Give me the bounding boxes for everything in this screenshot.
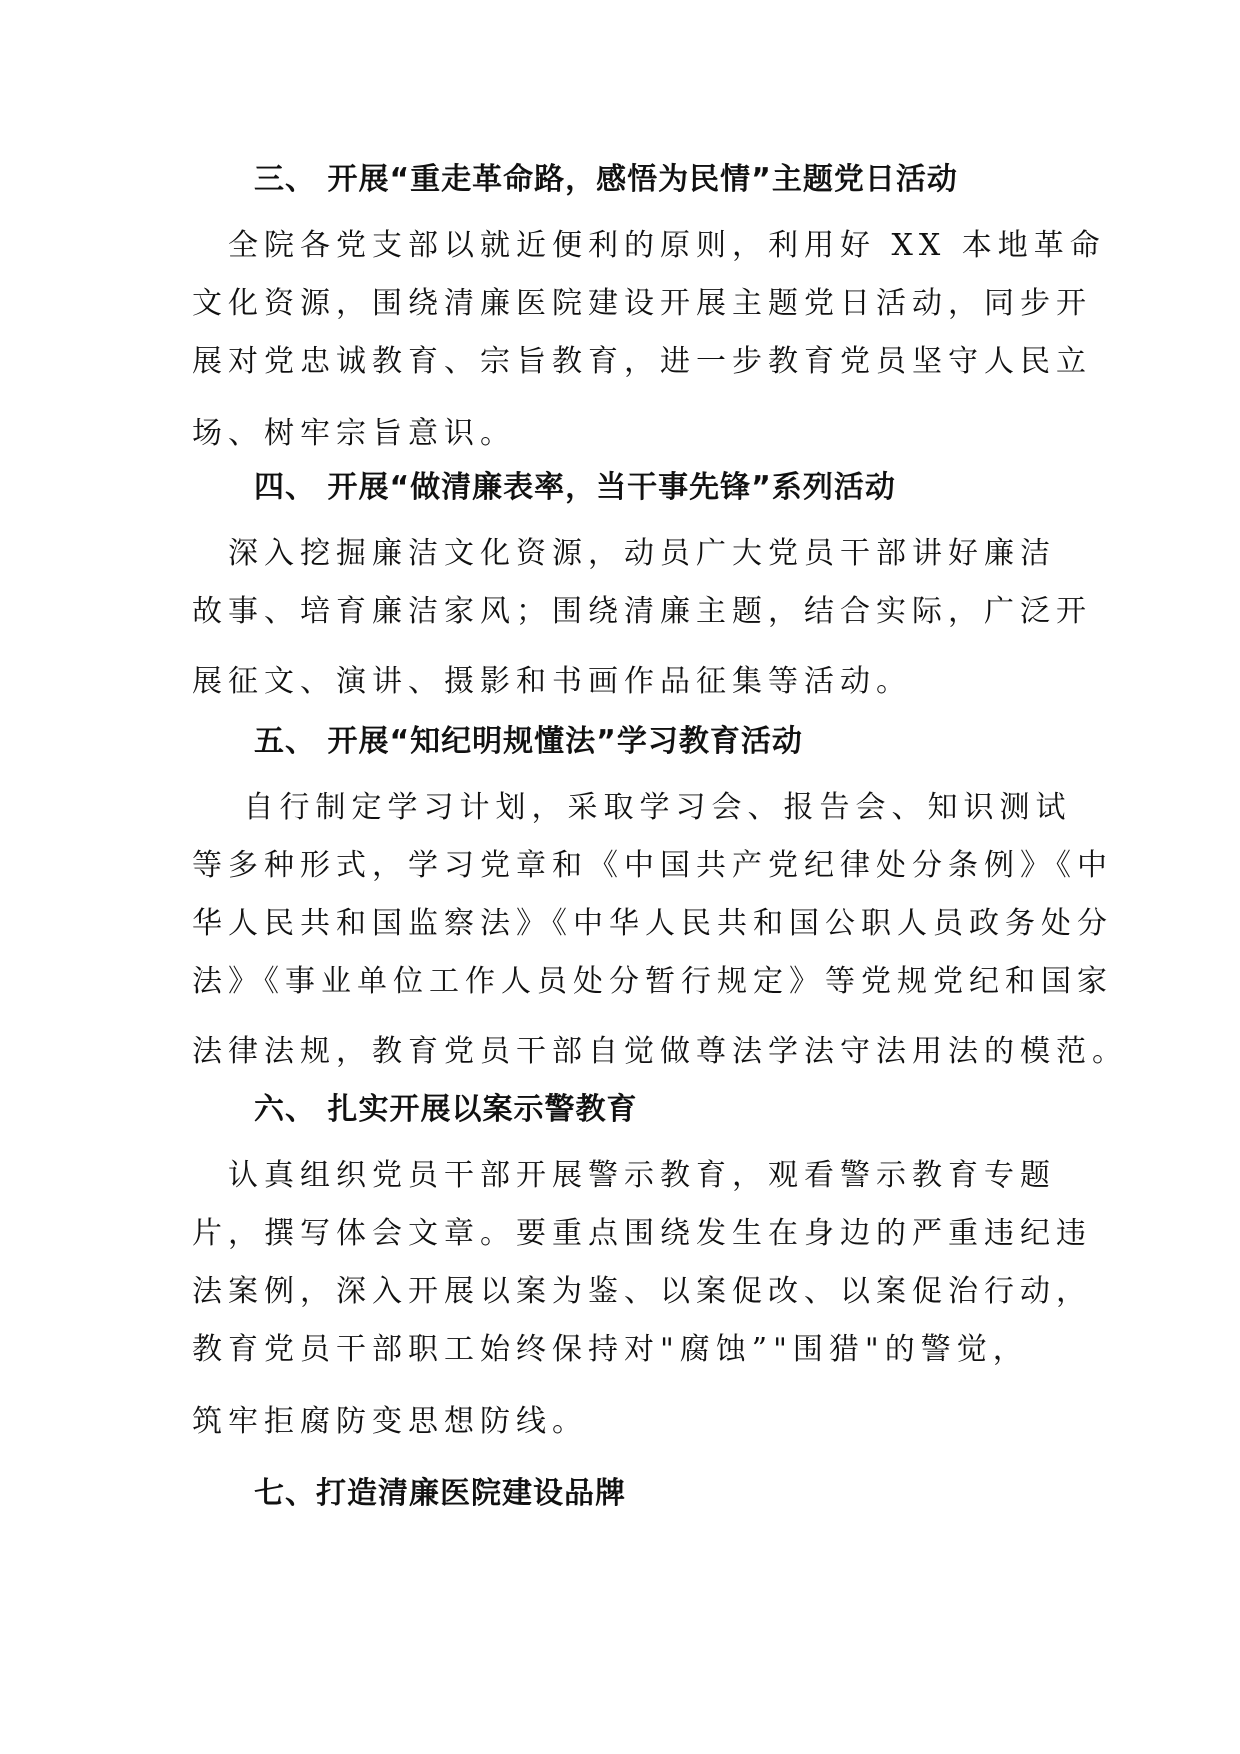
paragraph-line: 文化资源，围绕清廉医院建设开展主题党日活动，同步开 xyxy=(192,286,1092,321)
section-heading-5: 五、 开展“知纪明规懂法”学习教育活动 xyxy=(254,724,803,759)
section-heading-6: 六、 扎实开展以案示警教育 xyxy=(254,1092,638,1127)
paragraph-line: 深入挖掘廉洁文化资源，动员广大党员干部讲好廉洁 xyxy=(192,536,1056,571)
paragraph-line: 法》《事业单位工作人员处分暂行规定》等党规党纪和国家 xyxy=(192,964,1113,999)
section-heading-3: 三、 开展“重走革命路，感悟为民情”主题党日活动 xyxy=(254,162,958,197)
paragraph-line: 等多种形式，学习党章和《中国共产党纪律处分条例》《中 xyxy=(192,848,1113,883)
paragraph-line: 认真组织党员干部开展警示教育，观看警示教育专题 xyxy=(192,1158,1056,1193)
paragraph-line: 法律法规，教育党员干部自觉做尊法学法守法用法的模范。 xyxy=(192,1034,1128,1069)
paragraph-line: 故事、培育廉洁家风；围绕清廉主题，结合实际，广泛开 xyxy=(192,594,1092,629)
paragraph-line: 筑牢拒腐防变思想防线。 xyxy=(192,1404,588,1439)
paragraph-line: 法案例，深入开展以案为鉴、以案促改、以案促治行动， xyxy=(192,1274,1092,1309)
paragraph-line: 展征文、演讲、摄影和书画作品征集等活动。 xyxy=(192,664,912,699)
paragraph-line: 华人民共和国监察法》《中华人民共和国公职人员政务处分 xyxy=(192,906,1113,941)
paragraph-line: 展对党忠诚教育、宗旨教育，进一步教育党员坚守人民立 xyxy=(192,344,1092,379)
paragraph-line: 场、树牢宗旨意识。 xyxy=(192,416,516,451)
paragraph-line: 全院各党支部以就近便利的原则，利用好 XX 本地革命 xyxy=(192,228,1106,263)
paragraph-line: 片，撰写体会文章。要重点围绕发生在身边的严重违纪违 xyxy=(192,1216,1092,1251)
section-heading-7: 七、打造清廉医院建设品牌 xyxy=(254,1476,626,1511)
section-heading-4: 四、 开展“做清廉表率，当干事先锋”系列活动 xyxy=(254,470,896,505)
paragraph-line: 自行制定学习计划，采取学习会、报告会、知识测试 xyxy=(192,790,1072,825)
paragraph-line: 教育党员干部职工始终保持对"腐蚀”"围猎"的警觉， xyxy=(192,1332,1029,1367)
